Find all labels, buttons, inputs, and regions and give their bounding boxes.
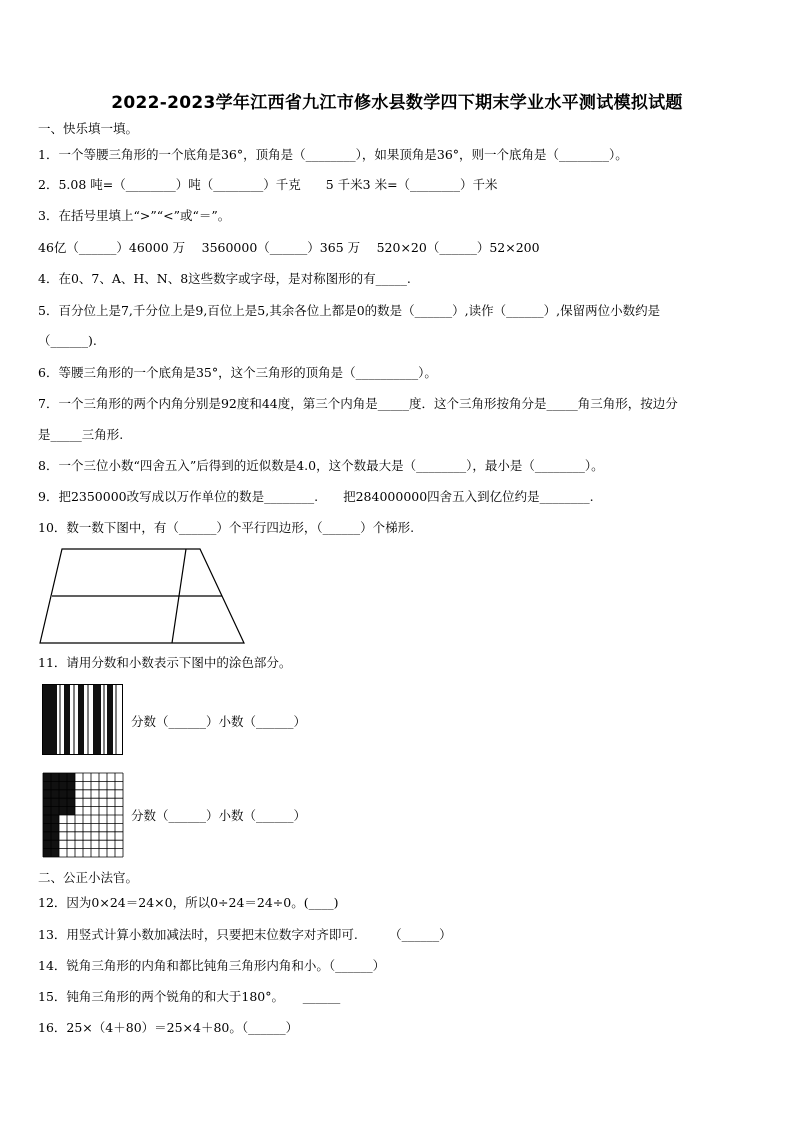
question-4: 4．在0、7、A、H、N、8这些数字或字母，是对称图形的有_____. xyxy=(38,271,411,286)
figure-1-answer-line: 分数（______）小数（______） xyxy=(131,714,307,729)
shaded-cell xyxy=(51,773,59,781)
shaded-cell xyxy=(51,840,59,848)
shaded-cell xyxy=(43,790,51,798)
question-6: 6．等腰三角形的一个底角是35°，这个三角形的顶角是（__________）。 xyxy=(38,365,437,380)
section-1-heading: 一、快乐填一填。 xyxy=(38,121,139,136)
shaded-cell xyxy=(43,823,51,831)
question-3-items: 46亿（______）46000 万 3560000（______）365 万 520×20（______）52×200 xyxy=(38,240,540,255)
question-16: 16．25×（4＋80）＝25×4＋80。（______） xyxy=(38,1020,299,1035)
shaded-cell xyxy=(51,815,59,823)
shaded-cell xyxy=(51,823,59,831)
question-14: 14．锐角三角形的内角和都比钝角三角形内角和小。（______） xyxy=(38,958,386,973)
shaded-cell xyxy=(51,807,59,815)
question-13: 13．用竖式计算小数加减法时，只要把末位数字对齐即可. （______） xyxy=(38,927,452,942)
question-11: 11．请用分数和小数表示下图中的涂色部分。 xyxy=(38,655,292,670)
shaded-cell xyxy=(51,849,59,857)
shaded-cell xyxy=(43,815,51,823)
question-5: 5．百分位上是7,千分位上是9,百位上是5,其余各位上都是0的数是（______）,读作（______）,保留两位小数约是 xyxy=(38,303,661,318)
figure-2-answer-line: 分数（______）小数（______） xyxy=(131,808,307,823)
question-10: 10．数一数下图中，有（______）个平行四边形，（______）个梯形. xyxy=(38,520,415,535)
shaded-cell xyxy=(43,781,51,789)
shaded-cell xyxy=(59,773,67,781)
shaded-cell xyxy=(59,781,67,789)
shaded-cell xyxy=(43,849,51,857)
shaded-cell xyxy=(43,798,51,806)
shaded-cell xyxy=(59,798,67,806)
shaded-cell xyxy=(67,781,75,789)
striped-rectangle-figure xyxy=(42,684,126,756)
shaded-cell xyxy=(67,790,75,798)
shaded-cell xyxy=(67,773,75,781)
shaded-cell xyxy=(51,798,59,806)
shaded-cell xyxy=(51,832,59,840)
question-1: 1．一个等腰三角形的一个底角是36°，顶角是（________），如果顶角是36°，则一个底角是（________）。 xyxy=(38,147,628,162)
shaded-cell xyxy=(43,832,51,840)
question-15: 15．钝角三角形的两个锐角的和大于180°。 ______ xyxy=(38,989,341,1004)
section-2-heading: 二、公正小法官。 xyxy=(38,870,139,885)
shaded-cell xyxy=(67,798,75,806)
shaded-cell xyxy=(43,773,51,781)
shaded-cell xyxy=(43,840,51,848)
shaded-cell xyxy=(67,807,75,815)
trapezoid-figure xyxy=(36,545,256,649)
shaded-cell xyxy=(59,790,67,798)
question-2: 2．5.08 吨=（________）吨（________）千克 5 千米3 米=（________）千米 xyxy=(38,177,498,192)
question-12: 12．因为0×24＝24×0，所以0÷24＝24÷0。(____) xyxy=(38,895,339,910)
question-8: 8．一个三位小数“四舍五入”后得到的近似数是4.0，这个数最大是（________），最小是（________）。 xyxy=(38,458,604,473)
shaded-cell xyxy=(59,807,67,815)
page-title: 2022-2023学年江西省九江市修水县数学四下期末学业水平测试模拟试题 xyxy=(111,93,683,113)
question-9: 9．把2350000改写成以万作单位的数是________. 把284000000四舍五入到亿位约是________. xyxy=(38,489,594,504)
shaded-cell xyxy=(51,781,59,789)
question-7-continued: 是_____三角形. xyxy=(38,427,124,442)
shaded-cell xyxy=(43,807,51,815)
question-3: 3．在括号里填上“>”“<”或“＝”。 xyxy=(38,208,231,223)
question-7: 7．一个三角形的两个内角分别是92度和44度，第三个内角是_____度．这个三角形按角分是_____角三角形，按边分 xyxy=(38,396,678,411)
grid-figure xyxy=(42,772,126,858)
question-5-continued: （______). xyxy=(38,333,97,348)
shaded-cell xyxy=(51,790,59,798)
